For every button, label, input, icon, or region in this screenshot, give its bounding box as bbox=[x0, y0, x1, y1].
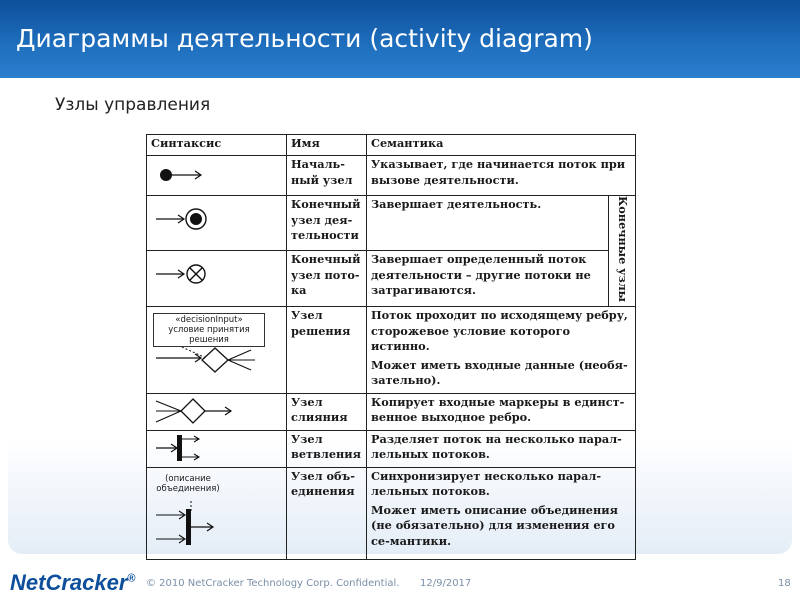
registered-mark: ® bbox=[127, 572, 136, 585]
table-row bbox=[147, 251, 636, 307]
join-spec-label: (описание объединения) bbox=[156, 473, 220, 494]
table-row bbox=[147, 393, 636, 430]
table-row bbox=[147, 196, 636, 251]
decision-input-label: «decisionInput» условие принятия решения bbox=[168, 315, 250, 346]
final-nodes-label: Конечные узлы bbox=[615, 196, 630, 302]
semantics-text: Разделяет поток на несколько парал-лельных потоков. bbox=[371, 431, 622, 462]
row-semantics bbox=[367, 430, 636, 467]
decision-input-note bbox=[153, 313, 265, 347]
table-row bbox=[147, 307, 636, 394]
activity-final-symbol bbox=[147, 196, 287, 251]
row-semantics bbox=[367, 393, 636, 430]
row-name: Узел решения bbox=[287, 307, 367, 394]
activity-final-node-icon bbox=[151, 197, 271, 245]
table-row bbox=[147, 430, 636, 467]
row-name: Конечный узел пото-ка bbox=[287, 251, 367, 307]
row-semantics bbox=[367, 196, 609, 251]
fork-node-symbol bbox=[147, 430, 287, 467]
copyright-text: © 2010 NetCracker Technology Corp. Confidential. bbox=[146, 578, 400, 589]
header-semantics: Семантика bbox=[367, 135, 636, 156]
flow-final-node-icon bbox=[151, 252, 271, 300]
semantics-text: Копирует входные маркеры в единст-венное выходное ребро. bbox=[371, 394, 625, 425]
semantics-text: Синхронизирует несколько парал-лельных потоков. bbox=[371, 468, 602, 499]
row-name: Узел объ-единения bbox=[287, 467, 367, 559]
footer-date: 12/9/2017 bbox=[420, 578, 472, 589]
decision-node-symbol bbox=[147, 307, 287, 394]
semantics-text: Поток проходит по исходящему ребру, сторожевое условие которого истинно. bbox=[371, 308, 628, 354]
header-syntax: Синтаксис bbox=[147, 135, 287, 156]
title-bar bbox=[0, 0, 800, 78]
control-nodes-table bbox=[146, 134, 636, 560]
semantics-text: Может иметь описание объединения (не обязательно) для изменения его се-мантики. bbox=[371, 502, 618, 548]
row-semantics bbox=[367, 156, 636, 196]
table-header-row bbox=[147, 135, 636, 156]
row-name: Началь-ный узел bbox=[287, 156, 367, 196]
row-semantics bbox=[367, 251, 609, 307]
row-name: Конечный узел дея-тельности bbox=[287, 196, 367, 251]
final-nodes-group-label bbox=[609, 196, 636, 307]
page-number: 18 bbox=[778, 578, 791, 589]
flow-final-symbol bbox=[147, 251, 287, 307]
table-row bbox=[147, 467, 636, 559]
join-node-symbol bbox=[147, 467, 287, 559]
slide-title: Диаграммы деятельности (activity diagram) bbox=[16, 24, 593, 53]
fork-node-icon bbox=[151, 432, 271, 466]
semantics-text: Указывает, где начинается поток при вызове деятельности. bbox=[371, 157, 626, 187]
semantics-text: Может иметь входные данные (необя-зательно). bbox=[371, 357, 628, 388]
logo-text: NetCracker bbox=[10, 570, 128, 595]
merge-node-symbol bbox=[147, 393, 287, 430]
header-name: Имя bbox=[287, 135, 367, 156]
slide-subtitle: Узлы управления bbox=[55, 95, 211, 115]
table-row bbox=[147, 156, 636, 196]
netcracker-logo bbox=[10, 570, 136, 596]
row-name: Узел ветвления bbox=[287, 430, 367, 467]
row-name: Узел слияния bbox=[287, 393, 367, 430]
initial-node-symbol bbox=[147, 156, 287, 196]
semantics-text: Завершает деятельность. bbox=[371, 197, 542, 211]
merge-node-icon bbox=[151, 395, 271, 429]
initial-node-icon bbox=[151, 157, 271, 193]
row-semantics bbox=[367, 307, 636, 394]
row-semantics bbox=[367, 467, 636, 559]
semantics-text: Завершает определенный поток деятельности – другие потоки не затрагиваются. bbox=[371, 252, 591, 298]
